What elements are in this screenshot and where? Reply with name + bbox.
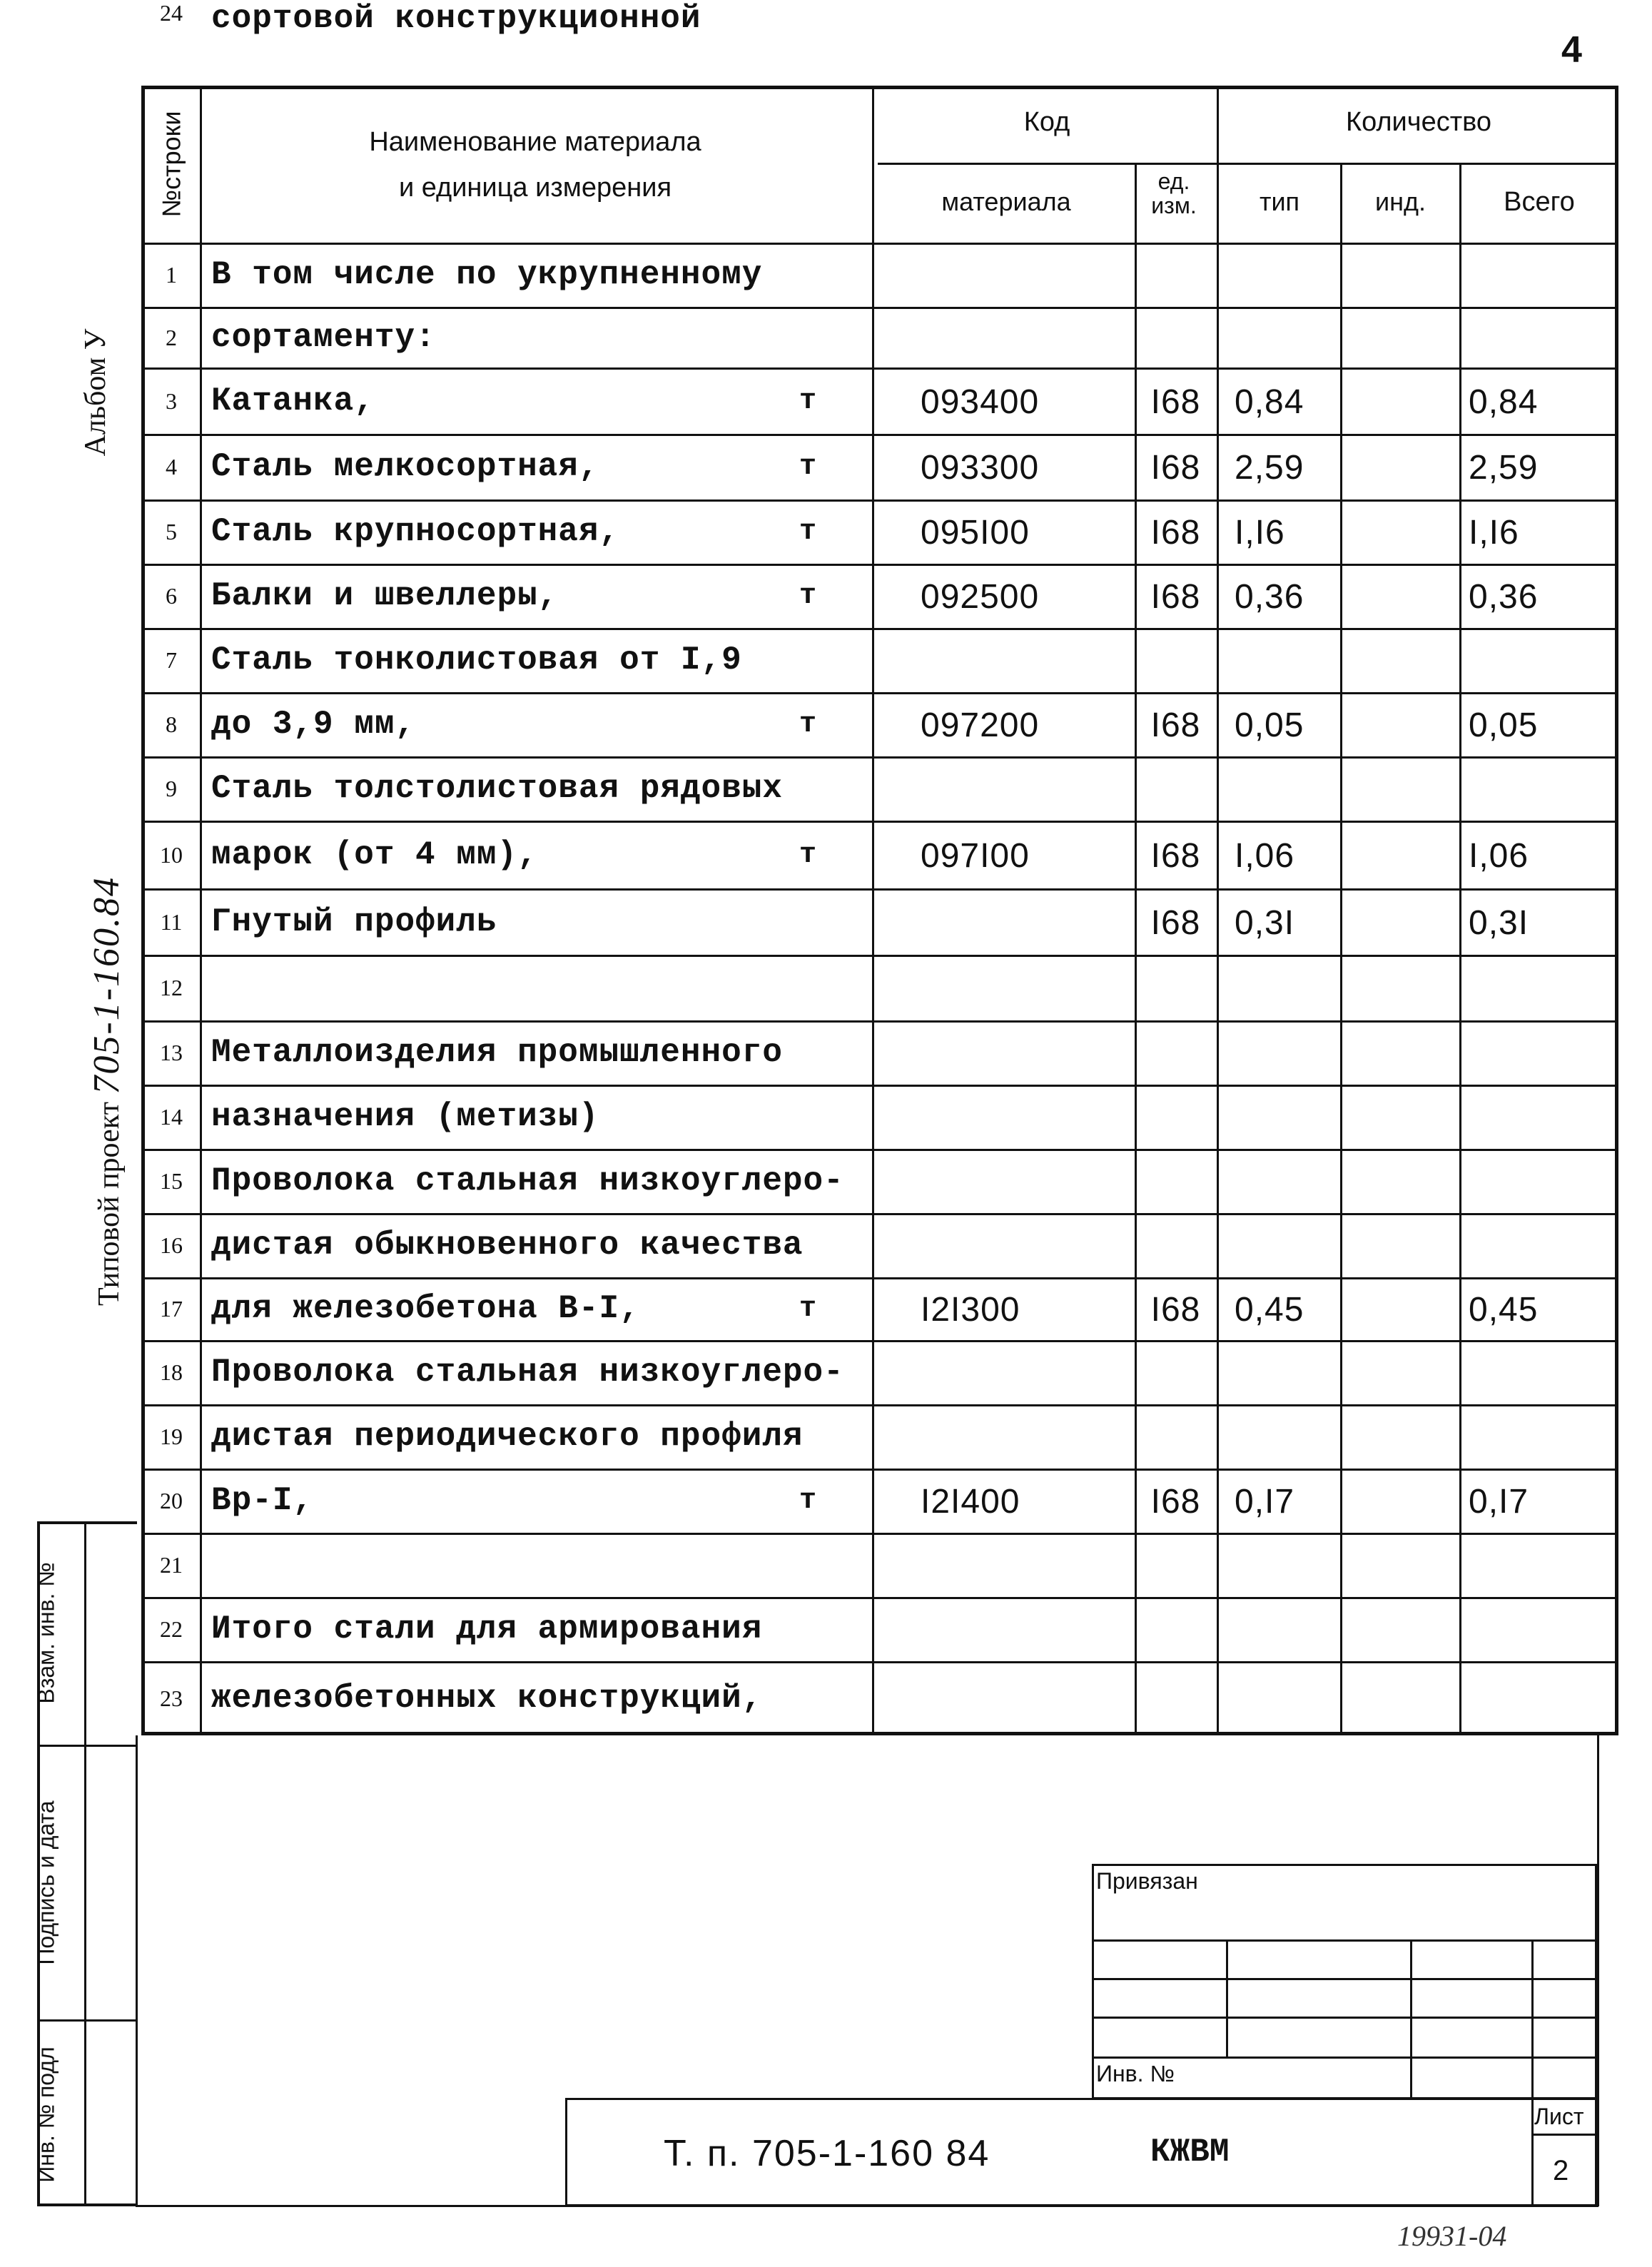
row-number: 8 — [166, 711, 177, 737]
stamp-inv-podl: Инв. № подл — [33, 2047, 59, 2183]
sheet-number: 2 — [1553, 2155, 1569, 2186]
row-number: 14 — [160, 1104, 183, 1130]
row-number: 4 — [166, 454, 177, 480]
document-code: Т. п. 705-1-160 84 — [664, 2133, 990, 2174]
row-name: Катанка, — [211, 382, 375, 420]
row-qty-type: 0,I7 — [1235, 1483, 1295, 1521]
row-number: 12 — [160, 975, 183, 1000]
row-code: 097200 — [921, 706, 1040, 744]
row-number: 11 — [160, 908, 183, 935]
row-unit-code: I68 — [1150, 1291, 1201, 1329]
sheet-label: Лист — [1534, 2104, 1584, 2129]
row-unit-code: I68 — [1150, 836, 1201, 875]
row-number: 1 — [166, 262, 177, 288]
row-code: 095I00 — [921, 514, 1030, 552]
row-unit-code: I68 — [1150, 382, 1201, 421]
row-number: 23 — [160, 1685, 183, 1711]
row-number: 22 — [160, 1616, 183, 1642]
row-number: 2 — [166, 324, 177, 350]
row-unit-code: I68 — [1150, 449, 1201, 487]
row-name: марок (от 4 мм), — [211, 836, 538, 873]
row-number: 24 — [160, 0, 183, 26]
row-name: Металлоизделия промышленного — [211, 1034, 783, 1071]
row-name: Сталь толстолистовая рядовых — [211, 770, 783, 807]
row-qty-type: I,I6 — [1235, 514, 1285, 552]
row-number: 18 — [160, 1359, 183, 1385]
row-name: Проволока стальная низкоуглеро- — [211, 1162, 844, 1200]
row-code: 093400 — [921, 382, 1040, 421]
document-mark: КЖВМ — [1150, 2134, 1230, 2171]
row-name: Сталь мелкосортная, — [211, 448, 599, 485]
row-name: Балки и швеллеры, — [211, 577, 559, 614]
header-qty-type: тип — [1259, 187, 1300, 216]
header-row-number: №строки — [156, 111, 186, 218]
row-unit: т — [799, 451, 818, 483]
stamp-vzam-inv: Взам. инв. № — [33, 1562, 59, 1704]
header-code-unit: ед. изм. — [1151, 168, 1197, 218]
header-qty-total: Всего — [1504, 187, 1575, 217]
row-name: железобетонных конструкций, — [211, 1680, 763, 1717]
project-number-handwritten: 705-1-160.84 — [86, 876, 127, 1095]
stamp-podpis-data: Подпись и дата — [33, 1800, 59, 1965]
row-qty-type: 2,59 — [1235, 449, 1304, 487]
row-unit: т — [799, 709, 818, 741]
row-number: 7 — [166, 647, 177, 673]
row-number: 6 — [166, 583, 177, 609]
row-number: 9 — [166, 776, 177, 801]
row-qty-type: 0,84 — [1235, 382, 1304, 421]
row-unit-code: I68 — [1150, 514, 1201, 552]
row-unit-code: I68 — [1150, 578, 1201, 616]
row-qty-total: 0,84 — [1469, 382, 1539, 421]
row-qty-total: I,06 — [1469, 836, 1529, 875]
row-name: дистая обыкновенного качества — [211, 1227, 804, 1264]
row-name: Итого стали для армирования — [211, 1611, 763, 1648]
row-unit: т — [799, 580, 818, 612]
row-number: 5 — [166, 519, 177, 544]
row-number: 10 — [160, 841, 183, 868]
row-code: 097I00 — [921, 836, 1030, 875]
row-number: 3 — [166, 387, 177, 414]
row-qty-total: 0,36 — [1469, 578, 1539, 616]
row-name: Сталь тонколистовая от I,9 — [211, 641, 742, 679]
row-name: до 3,9 мм, — [211, 706, 416, 743]
row-code: I2I300 — [921, 1291, 1020, 1329]
row-number: 15 — [160, 1168, 183, 1194]
header-quantity: Количество — [1345, 107, 1492, 137]
row-qty-total: 0,45 — [1469, 1291, 1539, 1329]
row-name: сортовой конструкционной — [211, 0, 701, 37]
row-unit: т — [799, 1293, 818, 1325]
row-number: 16 — [160, 1232, 183, 1258]
privyazan-label: Привязан — [1096, 1868, 1198, 1894]
row-name: назначения (метизы) — [211, 1098, 599, 1135]
page-number: 4 — [1561, 29, 1582, 71]
row-qty-total: 0,I7 — [1469, 1483, 1529, 1521]
header-name-line2: и единица измерения — [398, 173, 672, 203]
row-unit: т — [799, 1485, 818, 1517]
header-code: Код — [1023, 107, 1070, 137]
handwritten-note: 19931-04 — [1397, 2220, 1507, 2252]
row-qty-type: I,06 — [1235, 836, 1295, 875]
row-qty-type: 0,45 — [1235, 1291, 1304, 1329]
row-name: В том числе по укрупненному — [211, 256, 763, 293]
row-unit: т — [799, 516, 818, 548]
row-number: 17 — [160, 1296, 183, 1322]
row-qty-total: 0,3I — [1469, 903, 1529, 942]
row-name: дистая периодического профиля — [211, 1418, 804, 1455]
row-number: 13 — [160, 1040, 183, 1065]
row-qty-total: 0,05 — [1469, 706, 1539, 744]
row-name: Проволока стальная низкоуглеро- — [211, 1354, 844, 1391]
row-number: 20 — [160, 1488, 183, 1513]
inv-no-label: Инв. № — [1096, 2061, 1175, 2086]
row-code: I2I400 — [921, 1483, 1020, 1521]
row-qty-total: 2,59 — [1469, 449, 1539, 487]
header-name-line1: Наименование материала — [369, 127, 701, 157]
row-code: 092500 — [921, 578, 1040, 616]
header-qty-ind: инд. — [1375, 187, 1426, 216]
project-label — [86, 806, 128, 1306]
row-number: 19 — [160, 1424, 183, 1449]
row-unit: т — [799, 385, 818, 417]
row-unit-code: I68 — [1150, 706, 1201, 744]
row-code: 093300 — [921, 449, 1040, 487]
row-name: Гнутый профиль — [211, 903, 497, 940]
row-qty-total: I,I6 — [1469, 514, 1519, 552]
row-qty-type: 0,05 — [1235, 706, 1304, 744]
row-unit-code: I68 — [1150, 903, 1201, 942]
project-label-text: Типовой проект — [93, 1102, 126, 1306]
row-name: Сталь крупносортная, — [211, 513, 620, 550]
row-name: для железобетона В-I, — [211, 1290, 640, 1327]
row-qty-type: 0,3I — [1235, 903, 1295, 942]
row-number: 21 — [160, 1552, 183, 1578]
album-label: Альбом У — [79, 328, 112, 457]
row-unit: т — [799, 838, 818, 871]
header-code-material: материала — [941, 187, 1071, 216]
row-unit-code: I68 — [1150, 1483, 1201, 1521]
row-name: сортаменту: — [211, 318, 436, 356]
row-name: Вр-I, — [211, 1482, 314, 1519]
row-qty-type: 0,36 — [1235, 578, 1304, 616]
